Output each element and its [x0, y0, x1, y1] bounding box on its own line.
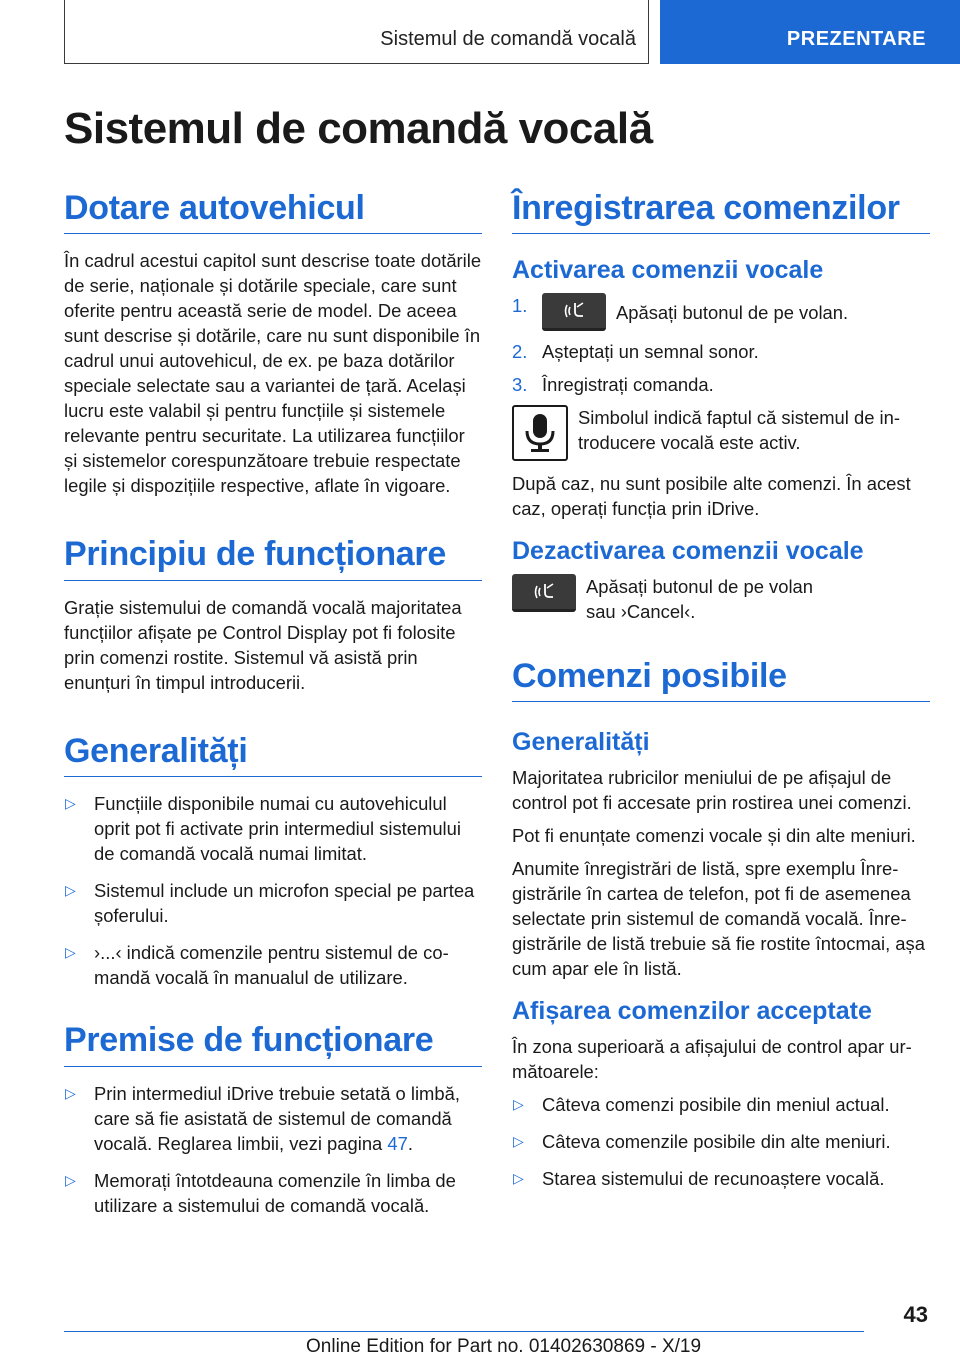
dotare-text: În cadrul acestui capitol sunt descrise toate dotările de serie, naționale și dotările speciale, care sunt oferite pentru această serie de model. De aceea sunt descrise și dotările, care nu sunt disponibile în cadrul unui autovehicul, de ex. pe baza dotărilor speciale selectate sau a variantei de țară. Același lucru este valabil și pentru funcțiile și sistemele relevante pentru securitate. La utilizarea funcțiilor și sistemelor corespunzătoare trebuie respectate legile și dispozițiile respective, aflate în vigoare.	[64, 250, 482, 497]
list-item: 2. Așteptați un semnal sonor.	[512, 341, 759, 363]
comenzi-p3: Anumite înregistrări de listă, spre exemplu Înregistrările în cartea de telefon, pot fi de asemenea selectate prin sistemul de comandă vocală. Înregistrările de listă trebuie să fie rostite întocmai, așa cum apar ele în listă.	[512, 858, 925, 980]
triangle-right-icon: ▷	[513, 1095, 524, 1112]
triangle-right-icon: ▷	[513, 1169, 524, 1186]
symbol-note-text: Simbolul indică faptul că sistemul de introducere vocală este activ.	[578, 407, 900, 454]
afisare-list	[512, 1092, 930, 1191]
footer-divider	[64, 1331, 864, 1332]
section-principiu	[64, 536, 482, 694]
premise-list	[64, 1081, 482, 1218]
comenzi-p1: Majoritatea rubricilor meniului de pe afișajul de control pot fi accesate prin rostirea unei comenzi.	[512, 767, 912, 814]
heading-premise: Premise de funcționare	[64, 1022, 482, 1066]
footer-edition: Online Edition for Part no. 01402630869 - X/19	[306, 1336, 702, 1357]
comenzi-p2: Pot fi enunțate comenzi vocale și din alte meniuri.	[512, 825, 916, 847]
section-dotare	[64, 190, 482, 498]
heading-afisare: Afișarea comenzilor acceptate	[512, 997, 872, 1026]
activation-after-text: După caz, nu sunt posibile alte comenzi. În acest caz, operați funcția prin iDrive.	[512, 473, 911, 520]
list-item: ▷ Sistemul include un microfon special pe partea șoferului.	[65, 880, 475, 927]
header-chapter-label: PREZENTARE	[786, 28, 926, 50]
microphone-icon	[512, 405, 568, 461]
page-number: 43	[903, 1302, 928, 1327]
list-item: ▷ ›...‹ indică comenzile pentru sistemul de comandă vocală în manualul de utilizare.	[65, 942, 449, 989]
heading-activare: Activarea comenzii vocale	[512, 256, 824, 285]
voice-button-icon	[542, 293, 606, 331]
triangle-right-icon: ▷	[65, 1171, 76, 1188]
list-item: ▷ Câteva comenzile posibile din alte meniuri.	[513, 1130, 891, 1152]
section-premise	[64, 1022, 482, 1217]
deactivation-row	[512, 574, 930, 624]
symbol-note-row	[512, 405, 930, 461]
triangle-right-icon: ▷	[65, 944, 76, 961]
heading-comenzi-generalitati: Generalități	[512, 728, 650, 757]
section-comenzi	[512, 658, 930, 1191]
triangle-right-icon: ▷	[65, 1084, 76, 1101]
list-item: 3. Înregistrați comanda.	[512, 374, 714, 396]
section-generalitati	[64, 733, 482, 990]
triangle-right-icon: ▷	[65, 795, 76, 812]
triangle-right-icon: ▷	[65, 882, 76, 899]
left-column	[64, 190, 482, 1230]
header-section-box	[64, 0, 649, 64]
right-column	[512, 190, 930, 1203]
heading-dezactivare: Dezactivarea comenzii vocale	[512, 537, 864, 566]
list-item: ▷ Starea sistemului de recunoaștere vocală.	[513, 1167, 885, 1189]
heading-comenzi: Comenzi posibile	[512, 658, 930, 702]
list-item: ▷ Prin intermediul iDrive trebuie setată o limbă, care să fie asistată de sistemul de comandă vocală. Reglarea limbii, vezi pagina 47.	[65, 1082, 460, 1154]
triangle-right-icon: ▷	[513, 1132, 524, 1149]
page-link[interactable]: 47	[387, 1132, 408, 1154]
voice-button-icon	[512, 574, 576, 612]
afisare-intro: În zona superioară a afișajului de control apar următoarele:	[512, 1035, 912, 1082]
heading-inregistrare: Înregistrarea comenzilor	[512, 190, 930, 234]
section-inregistrare	[512, 190, 930, 624]
activation-steps	[512, 293, 930, 397]
header-chapter-tab[interactable]	[660, 0, 960, 64]
generalitati-list	[64, 791, 482, 990]
list-item: ▷ Funcțiile disponibile numai cu autovehiculul oprit pot fi activate prin intermediul sistemului de comandă vocală numai limitat.	[65, 793, 461, 865]
page-title: Sistemul de comandă vocală	[64, 104, 653, 153]
list-item: 1. Apăsați butonul de pe volan.	[512, 293, 930, 331]
header-section-title: Sistemul de comandă vocală	[380, 28, 636, 50]
heading-principiu: Principiu de funcționare	[64, 536, 482, 580]
heading-dotare: Dotare autovehicul	[64, 190, 482, 234]
heading-generalitati: Generalități	[64, 733, 482, 777]
list-item: ▷ Câteva comenzi posibile din meniul actual.	[513, 1093, 890, 1115]
deactivation-text: Apăsați butonul de pe volan sau ›Cancel‹.	[586, 575, 813, 622]
principiu-text: Grație sistemului de comandă vocală majoritatea funcțiilor afișate pe Control Display pot fi folosite prin comenzi rostite. Sistemul vă asistă prin enunțuri în timpul introducerii.	[64, 596, 462, 693]
list-item: ▷ Memorați întotdeauna comenzile în limba de utilizare a sistemului de comandă vocală.	[65, 1169, 456, 1216]
